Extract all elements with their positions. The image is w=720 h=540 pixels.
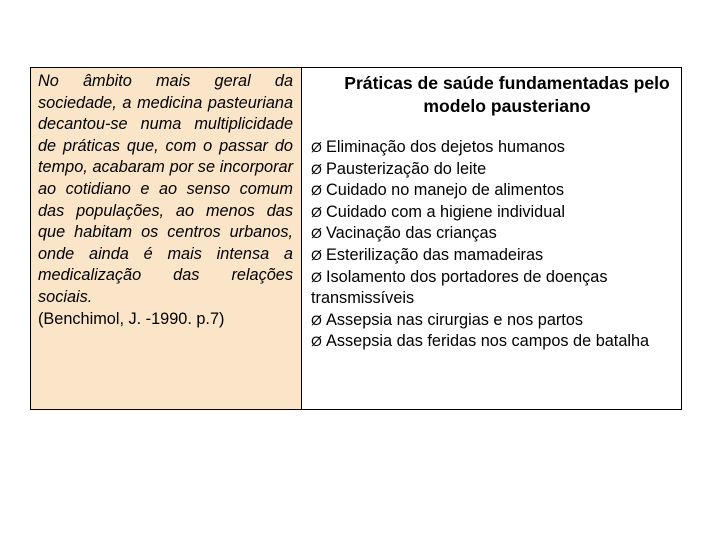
list-item bbox=[311, 159, 675, 181]
list-item bbox=[311, 223, 675, 245]
arrow-bullet-icon: Ø bbox=[311, 182, 322, 199]
list-item-text: Eliminação dos dejetos humanos bbox=[326, 138, 565, 156]
citation-text: (Benchimol, J. -1990. p.7) bbox=[38, 309, 225, 328]
arrow-bullet-icon: Ø bbox=[311, 311, 322, 328]
quote-cell bbox=[31, 68, 302, 409]
arrow-bullet-icon: Ø bbox=[311, 246, 322, 263]
list-item-text: Assepsia nas cirurgias e nos partos bbox=[326, 310, 584, 329]
list-item bbox=[311, 310, 675, 332]
list-item bbox=[311, 267, 675, 310]
content-table bbox=[30, 67, 682, 410]
list-item-text: Cuidado com a higiene individual bbox=[326, 202, 565, 221]
list-item bbox=[311, 137, 675, 159]
list-item-text: Isolamento dos portadores de doenças transmissíveis bbox=[311, 267, 608, 308]
list-item bbox=[311, 202, 675, 224]
list-item-text: Pausterização do leite bbox=[326, 159, 487, 178]
practices-title: Práticas de saúde fundamentadas pelo modelo pausteriano bbox=[344, 73, 670, 116]
arrow-bullet-icon: Ø bbox=[311, 160, 322, 177]
list-item bbox=[311, 180, 675, 202]
list-item bbox=[311, 331, 675, 353]
arrow-bullet-icon: Ø bbox=[311, 225, 322, 242]
arrow-bullet-icon: Ø bbox=[311, 139, 322, 155]
list-item-text: Esterilização das mamadeiras bbox=[326, 245, 544, 264]
list-item-text: Cuidado no manejo de alimentos bbox=[326, 181, 565, 200]
practices-list bbox=[311, 137, 675, 353]
list-item-text: Assepsia das feridas nos campos de batalha bbox=[326, 332, 650, 351]
arrow-bullet-icon: Ø bbox=[311, 333, 322, 350]
arrow-bullet-icon: Ø bbox=[311, 268, 322, 285]
practices-cell bbox=[302, 68, 681, 409]
quote-text: No âmbito mais geral da sociedade, a medicina pasteuriana decantou-se numa multiplicidade de práticas que, com o passar do tempo, acabaram por se incorporar ao cotidiano e ao senso comum das populações, ao menos das que habitam os centros urbanos, onde ainda é mais intensa a medicalização das relações sociais. bbox=[38, 72, 293, 306]
arrow-bullet-icon: Ø bbox=[311, 203, 322, 220]
list-item bbox=[311, 245, 675, 267]
list-item-text: Vacinação das crianças bbox=[326, 224, 497, 243]
